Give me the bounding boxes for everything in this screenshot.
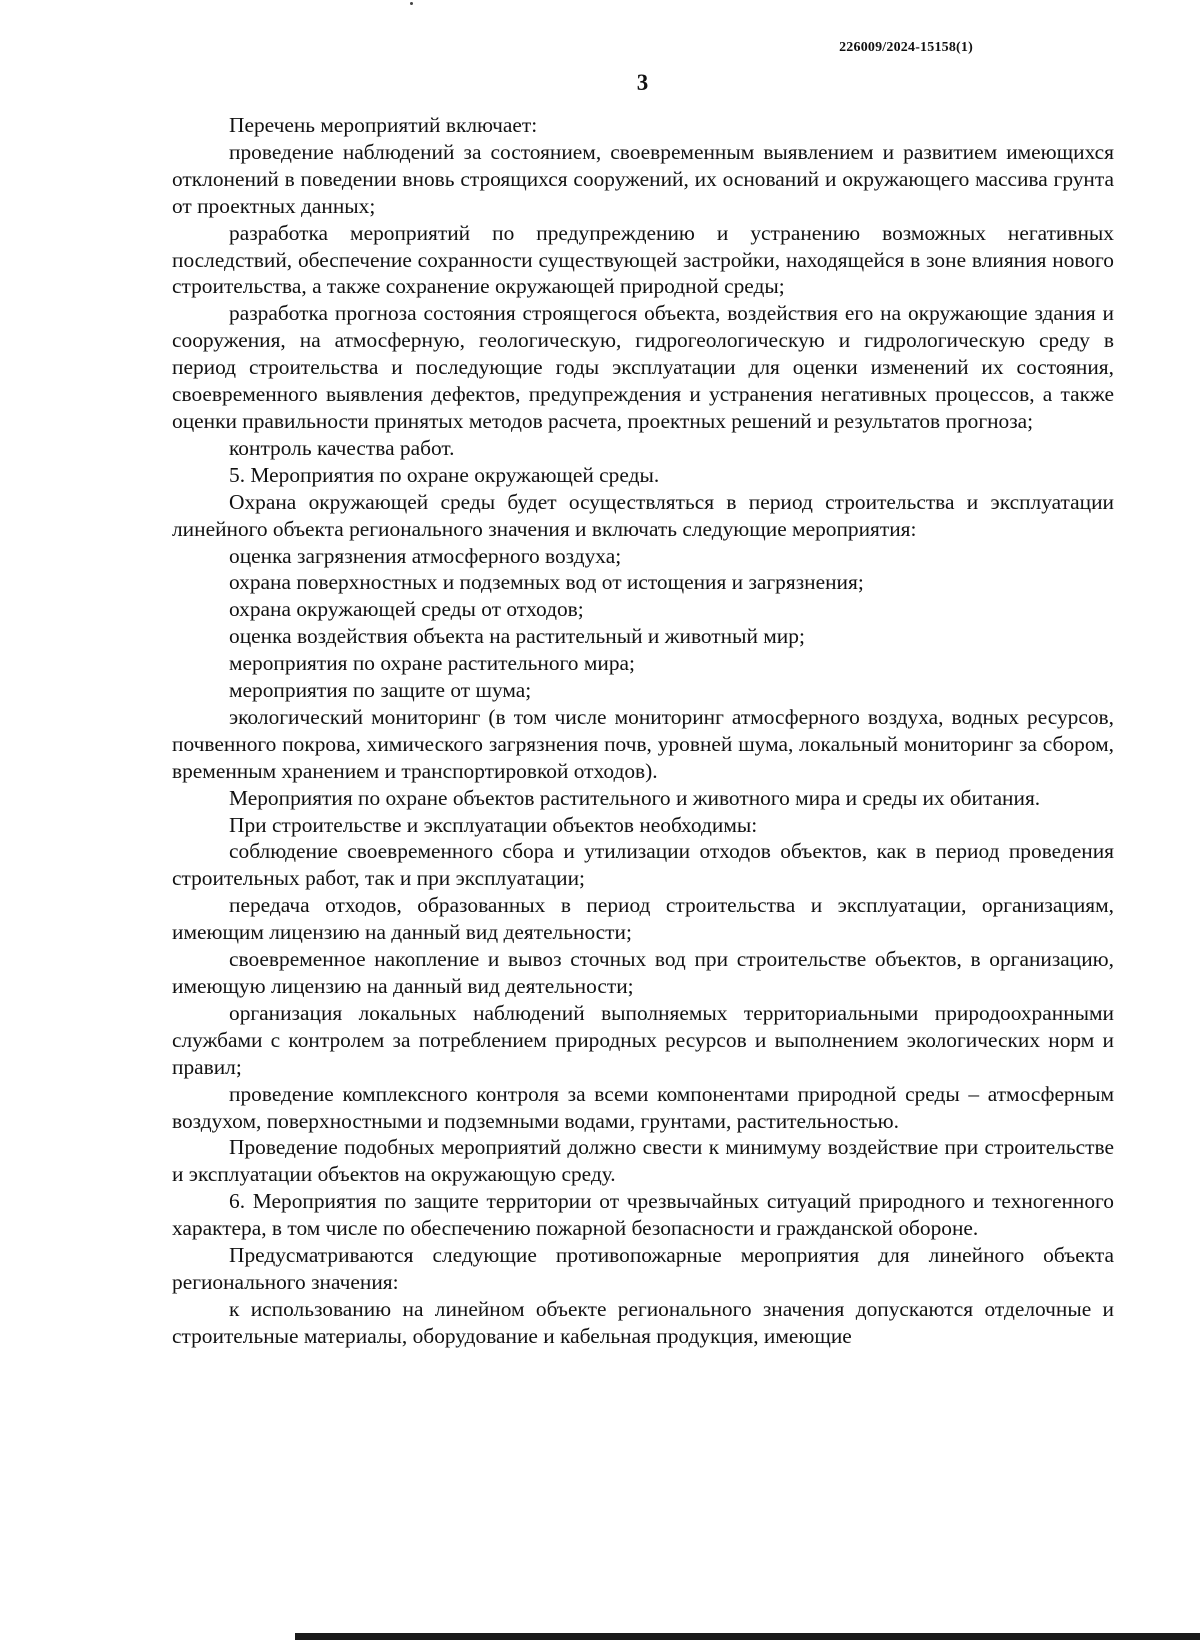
list-item: оценка воздействия объекта на растительный и животный мир; xyxy=(229,624,805,649)
paragraph: контроль качества работ. xyxy=(229,435,455,460)
list-item: экологический мониторинг (в том числе мониторинг атмосферного воздуха, водных ресурсов, почвенного покрова, химического загрязнения почв, уровней шума, локальный мониторинг за сбором, временным хранением и транспортировкой отходов). xyxy=(172,704,1114,783)
list-item: охрана окружающей среды от отходов; xyxy=(229,597,584,622)
document-body xyxy=(172,112,1114,1350)
paragraph: разработка мероприятий по предупреждению и устранению возможных негативных последствий, обеспечение сохранности существующей застройки, находящейся в зоне влияния нового строительства, а также сохранение окружающей природной среды; xyxy=(172,220,1114,299)
list-item: мероприятия по охране растительного мира; xyxy=(229,651,635,676)
paragraph: Охрана окружающей среды будет осуществляться в период строительства и эксплуатации линейного объекта регионального значения и включать следующие мероприятия: xyxy=(172,489,1114,541)
paragraph: Предусматриваются следующие противопожарные мероприятия для линейного объекта регионального значения: xyxy=(172,1243,1114,1294)
list-item: организация локальных наблюдений выполняемых территориальными природоохранными службами с контролем за потреблением природных ресурсов и выполнением экологических норм и правил; xyxy=(172,1000,1114,1079)
section-heading: 6. Мероприятия по защите территории от чрезвычайных ситуаций природного и техногенного характера, в том числе по обеспечению пожарной безопасности и гражданской обороне. xyxy=(172,1189,1114,1241)
paragraph: Перечень мероприятий включает: xyxy=(229,113,538,137)
list-item: мероприятия по защите от шума; xyxy=(229,678,532,703)
paragraph: проведение наблюдений за состоянием, своевременным выявлением и развитием имеющихся отклонений в поведении вновь строящихся сооружений, их оснований и окружающего массива грунта от проектных данных; xyxy=(172,139,1114,218)
paragraph: При строительстве и эксплуатации объектов необходимы: xyxy=(229,812,758,837)
scan-speck xyxy=(410,2,413,5)
list-item: охрана поверхностных и подземных вод от истощения и загрязнения; xyxy=(229,570,864,595)
scan-bottom-edge xyxy=(295,1633,1200,1640)
section-heading: 5. Мероприятия по охране окружающей среды. xyxy=(229,462,660,487)
document-registration-number: 226009/2024-15158(1) xyxy=(839,40,973,55)
list-item: проведение комплексного контроля за всеми компонентами природной среды – атмосферным воздухом, поверхностными и подземными водами, грунтами, растительностью. xyxy=(172,1081,1114,1133)
paragraph: разработка прогноза состояния строящегося объекта, воздействия его на окружающие здания и сооружения, на атмосферную, геологическую, гидрогеологическую и гидрологическую среду в период строительства и последующие годы эксплуатации для оценки изменений их состояния, своевременного выявления дефектов, предупреждения и устранения негативных процессов, а также оценки правильности принятых методов расчета, проектных решений и результатов прогноза; xyxy=(172,301,1114,433)
paragraph: Мероприятия по охране объектов растительного и животного мира и среды их обитания. xyxy=(229,785,1041,810)
list-item: передача отходов, образованных в период строительства и эксплуатации, организациям, имеющим лицензию на данный вид деятельности; xyxy=(172,893,1114,945)
paragraph: Проведение подобных мероприятий должно свести к минимуму воздействие при строительстве и эксплуатации объектов на окружающую среду. xyxy=(172,1135,1114,1187)
list-item: к использованию на линейном объекте регионального значения допускаются отделочные и строительные материалы, оборудование и кабельная продукция, имеющие xyxy=(172,1296,1114,1348)
list-item: своевременное накопление и вывоз сточных вод при строительстве объектов, в организацию, имеющую лицензию на данный вид деятельности; xyxy=(172,947,1114,998)
page-number: 3 xyxy=(636,70,649,95)
list-item: оценка загрязнения атмосферного воздуха; xyxy=(229,543,622,568)
list-item: соблюдение своевременного сбора и утилизации отходов объектов, как в период проведения строительных работ, так и при эксплуатации; xyxy=(172,839,1114,891)
